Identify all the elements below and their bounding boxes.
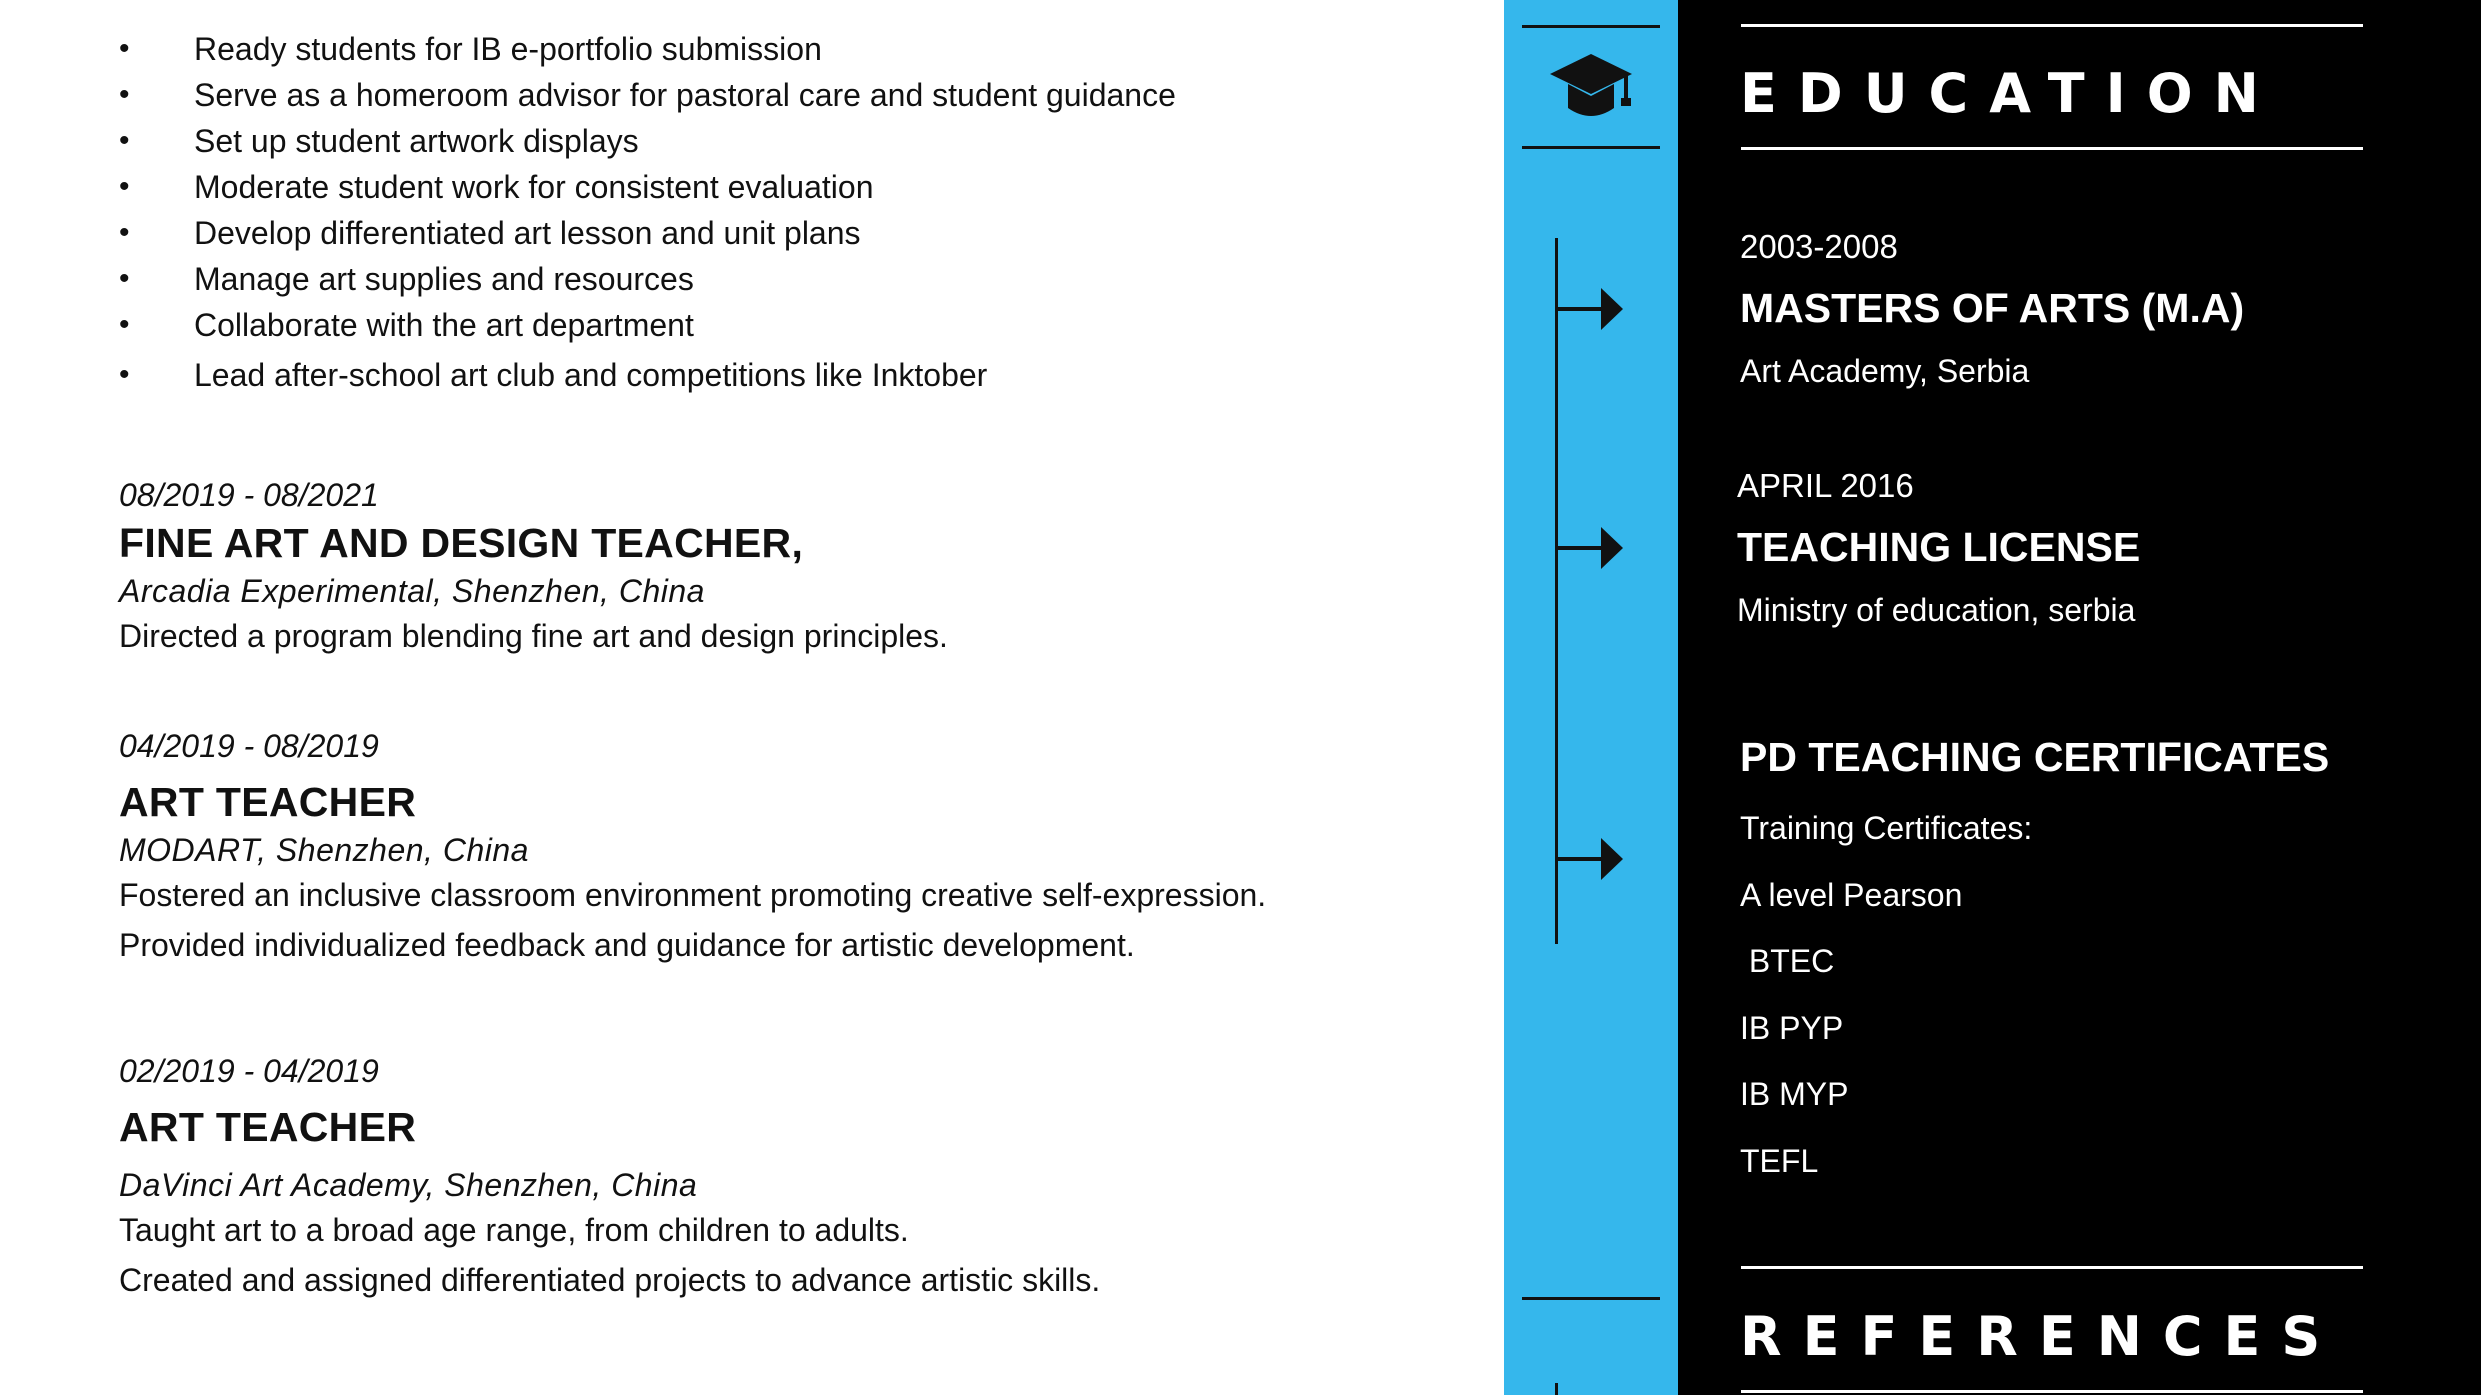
timeline-arrow-icon [1555, 525, 1625, 571]
job-organization: Arcadia Experimental, Shenzhen, China [119, 573, 705, 609]
education-item [1737, 466, 2140, 630]
certificates-item [1740, 732, 2329, 782]
job-date: 04/2019 - 08/2019 [119, 728, 379, 764]
job-entry [119, 475, 1459, 661]
list-item: • Set up student artwork displays [119, 122, 1176, 168]
divider [1741, 147, 2363, 150]
list-item: • Manage art supplies and resources [119, 260, 1176, 306]
timeline-arrow-icon [1555, 286, 1625, 332]
job-date: 02/2019 - 04/2019 [119, 1053, 379, 1089]
list-item: • Serve as a homeroom advisor for pastoral care and student guidance [119, 76, 1176, 122]
job-description: Created and assigned differentiated projects to advance artistic skills. [119, 1262, 1101, 1298]
job-entry [119, 1051, 1459, 1305]
education-year: APRIL 2016 [1737, 467, 1914, 504]
timeline-line [1555, 1383, 1558, 1395]
education-item [1740, 227, 2244, 391]
education-degree: MASTERS OF ARTS (M.A) [1740, 285, 2245, 331]
list-item: • Develop differentiated art lesson and unit plans [119, 214, 1176, 260]
graduation-cap-icon [1548, 50, 1634, 128]
education-school: Ministry of education, serbia [1737, 592, 2136, 628]
duties-list [119, 30, 1176, 402]
education-degree: TEACHING LICENSE [1737, 524, 2141, 570]
job-organization: MODART, Shenzhen, China [119, 832, 529, 868]
list-item: A level Pearson [1740, 876, 1963, 913]
list-item: TEFL [1740, 1142, 1819, 1179]
timeline-arrow-icon [1555, 836, 1625, 882]
education-year: 2003-2008 [1740, 228, 1898, 265]
job-organization: DaVinci Art Academy, Shenzhen, China [119, 1167, 698, 1203]
list-item: • Moderate student work for consistent evaluation [119, 168, 1176, 214]
certificates-list [1740, 808, 2032, 1207]
timeline-bar [1504, 0, 1678, 1395]
divider [1522, 1297, 1660, 1300]
education-school: Art Academy, Serbia [1740, 353, 2030, 389]
list-item: • Lead after-school art club and competitions like Inktober [119, 356, 1176, 402]
job-description: Directed a program blending fine art and design principles. [119, 618, 948, 654]
job-description: Provided individualized feedback and guidance for artistic development. [119, 927, 1135, 963]
list-item: BTEC [1740, 943, 1835, 979]
list-item: • Ready students for IB e-portfolio submission [119, 30, 1176, 76]
job-title: ART TEACHER [119, 779, 417, 825]
job-title: ART TEACHER [119, 1104, 417, 1150]
certificates-label: Training Certificates: [1740, 810, 2033, 846]
job-entry [119, 726, 1459, 970]
list-item: IB MYP [1740, 1076, 1849, 1112]
divider [1741, 1390, 2363, 1393]
divider [1522, 146, 1660, 149]
education-heading: EDUCATION [1740, 62, 2280, 125]
job-description: Fostered an inclusive classroom environment promoting creative self-expression. [119, 877, 1267, 913]
certificates-heading: PD TEACHING CERTIFICATES [1740, 734, 2330, 780]
job-title: FINE ART AND DESIGN TEACHER, [119, 520, 804, 566]
divider [1741, 24, 2363, 27]
divider [1522, 25, 1660, 28]
divider [1741, 1266, 2363, 1269]
list-item: • Collaborate with the art department [119, 306, 1176, 352]
references-heading: REFERENCES [1740, 1305, 2342, 1368]
job-description: Taught art to a broad age range, from children to adults. [119, 1212, 909, 1248]
job-date: 08/2019 - 08/2021 [119, 477, 379, 513]
list-item: IB PYP [1740, 1009, 1844, 1046]
